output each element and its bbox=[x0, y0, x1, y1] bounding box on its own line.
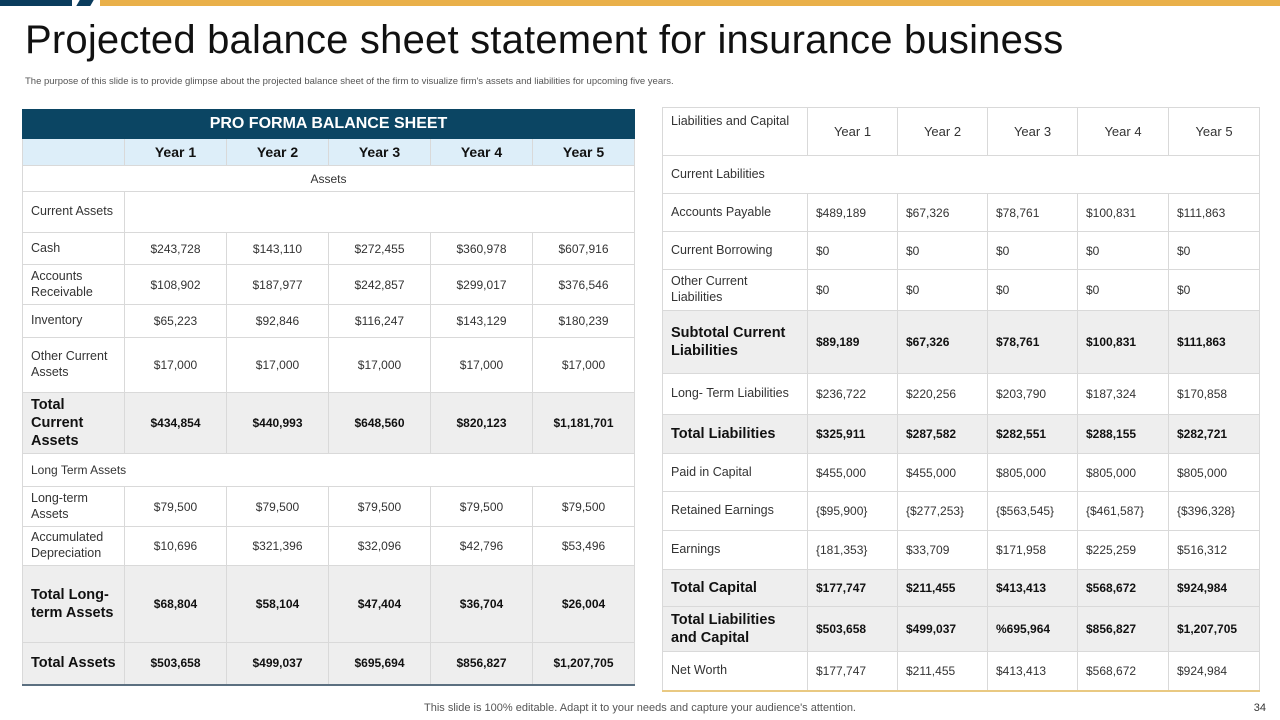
row-label: Earnings bbox=[663, 531, 808, 570]
accent-navy-stripe-2 bbox=[76, 0, 93, 6]
value-cell: $0 bbox=[988, 270, 1078, 311]
section-row-long-term-assets bbox=[23, 454, 635, 487]
row-label: Net Worth bbox=[663, 652, 808, 691]
table-row bbox=[23, 527, 635, 566]
row-label: Long-term Assets bbox=[23, 487, 125, 527]
value-cell: $0 bbox=[808, 270, 898, 311]
value-cell: $236,722 bbox=[808, 374, 898, 415]
value-cell: $225,259 bbox=[1078, 531, 1169, 570]
value-cell: {$563,545} bbox=[988, 492, 1078, 531]
year-header: Year 2 bbox=[898, 108, 988, 156]
total-label: Total Assets bbox=[23, 643, 125, 685]
value-cell: $108,902 bbox=[125, 265, 227, 305]
table-row bbox=[23, 338, 635, 393]
year-header: Year 5 bbox=[1169, 108, 1260, 156]
value-cell: $607,916 bbox=[533, 233, 635, 265]
total-row bbox=[663, 311, 1260, 374]
table-row bbox=[663, 454, 1260, 492]
value-cell: $17,000 bbox=[431, 338, 533, 393]
table-row bbox=[23, 265, 635, 305]
value-cell: $17,000 bbox=[227, 338, 329, 393]
value-cell: $242,857 bbox=[329, 265, 431, 305]
value-cell: $92,846 bbox=[227, 305, 329, 338]
total-value-cell: $413,413 bbox=[988, 570, 1078, 607]
year-header-row bbox=[663, 108, 1260, 156]
liabilities-capital-table bbox=[662, 107, 1260, 692]
table-row bbox=[663, 652, 1260, 691]
value-cell: $79,500 bbox=[431, 487, 533, 527]
total-label: Total Capital bbox=[663, 570, 808, 607]
value-cell: $33,709 bbox=[898, 531, 988, 570]
value-cell: $805,000 bbox=[1169, 454, 1260, 492]
total-label: Total Current Assets bbox=[23, 393, 125, 454]
total-value-cell: $499,037 bbox=[227, 643, 329, 685]
total-label: Total Long-term Assets bbox=[23, 566, 125, 643]
value-cell: $177,747 bbox=[808, 652, 898, 691]
table-row bbox=[23, 233, 635, 265]
row-label: Current Assets bbox=[23, 192, 125, 233]
value-cell: $53,496 bbox=[533, 527, 635, 566]
table-row bbox=[23, 305, 635, 338]
section-row-current-assets bbox=[23, 192, 635, 233]
value-cell: $0 bbox=[1169, 232, 1260, 270]
total-value-cell: $499,037 bbox=[898, 607, 988, 652]
year-header: Year 4 bbox=[431, 139, 533, 166]
total-row bbox=[663, 570, 1260, 607]
total-value-cell: $288,155 bbox=[1078, 415, 1169, 454]
total-value-cell: $26,004 bbox=[533, 566, 635, 643]
accent-navy-stripe bbox=[0, 0, 72, 6]
total-value-cell: $58,104 bbox=[227, 566, 329, 643]
page-title: Projected balance sheet statement for insurance business bbox=[25, 18, 1064, 62]
row-label: Retained Earnings bbox=[663, 492, 808, 531]
total-value-cell: $503,658 bbox=[125, 643, 227, 685]
year-header: Year 3 bbox=[329, 139, 431, 166]
total-value-cell: $36,704 bbox=[431, 566, 533, 643]
year-header: Year 1 bbox=[125, 139, 227, 166]
year-header: Year 3 bbox=[988, 108, 1078, 156]
table-row bbox=[23, 487, 635, 527]
total-row bbox=[23, 393, 635, 454]
value-cell: $170,858 bbox=[1169, 374, 1260, 415]
year-header: Year 5 bbox=[533, 139, 635, 166]
total-value-cell: $820,123 bbox=[431, 393, 533, 454]
value-cell: $211,455 bbox=[898, 652, 988, 691]
value-cell: $0 bbox=[988, 232, 1078, 270]
value-cell: $187,324 bbox=[1078, 374, 1169, 415]
value-cell: $360,978 bbox=[431, 233, 533, 265]
total-value-cell: $1,207,705 bbox=[1169, 607, 1260, 652]
liabilities-capital-header: Liabilities and Capital bbox=[663, 108, 808, 156]
row-label: Paid in Capital bbox=[663, 454, 808, 492]
year-header: Year 4 bbox=[1078, 108, 1169, 156]
total-row bbox=[663, 607, 1260, 652]
year-header: Year 1 bbox=[808, 108, 898, 156]
row-label: Other Current Assets bbox=[23, 338, 125, 393]
accent-gold-stripe bbox=[100, 0, 1280, 6]
row-label: Cash bbox=[23, 233, 125, 265]
table-row bbox=[663, 531, 1260, 570]
section-row-current-liabilities bbox=[663, 156, 1260, 194]
value-cell: $243,728 bbox=[125, 233, 227, 265]
value-cell: {$95,900} bbox=[808, 492, 898, 531]
value-cell: $79,500 bbox=[329, 487, 431, 527]
total-value-cell: $177,747 bbox=[808, 570, 898, 607]
value-cell: $220,256 bbox=[898, 374, 988, 415]
row-label: Accounts Payable bbox=[663, 194, 808, 232]
value-cell: $116,247 bbox=[329, 305, 431, 338]
empty-cell bbox=[125, 192, 635, 233]
total-value-cell: $856,827 bbox=[431, 643, 533, 685]
value-cell: $100,831 bbox=[1078, 194, 1169, 232]
value-cell: $0 bbox=[1169, 270, 1260, 311]
value-cell: $111,863 bbox=[1169, 194, 1260, 232]
value-cell: $516,312 bbox=[1169, 531, 1260, 570]
value-cell: $455,000 bbox=[898, 454, 988, 492]
table-banner: PRO FORMA BALANCE SHEET bbox=[23, 110, 635, 139]
value-cell: $0 bbox=[898, 270, 988, 311]
total-label: Subtotal Current Liabilities bbox=[663, 311, 808, 374]
total-value-cell: $111,863 bbox=[1169, 311, 1260, 374]
row-label: Inventory bbox=[23, 305, 125, 338]
value-cell: $143,129 bbox=[431, 305, 533, 338]
value-cell: $568,672 bbox=[1078, 652, 1169, 691]
value-cell: $79,500 bbox=[227, 487, 329, 527]
footer-note: This slide is 100% editable. Adapt it to your needs and capture your audience's attention. bbox=[424, 702, 856, 714]
value-cell: {$461,587} bbox=[1078, 492, 1169, 531]
value-cell: {$396,328} bbox=[1169, 492, 1260, 531]
value-cell: $272,455 bbox=[329, 233, 431, 265]
value-cell: $299,017 bbox=[431, 265, 533, 305]
value-cell: $67,326 bbox=[898, 194, 988, 232]
year-header: Year 2 bbox=[227, 139, 329, 166]
value-cell: $10,696 bbox=[125, 527, 227, 566]
total-value-cell: $211,455 bbox=[898, 570, 988, 607]
total-row bbox=[23, 643, 635, 685]
total-value-cell: $434,854 bbox=[125, 393, 227, 454]
total-value-cell: $1,181,701 bbox=[533, 393, 635, 454]
value-cell: $376,546 bbox=[533, 265, 635, 305]
total-value-cell: $924,984 bbox=[1169, 570, 1260, 607]
table-row bbox=[663, 492, 1260, 531]
pro-forma-balance-sheet-table bbox=[22, 109, 635, 686]
value-cell: $187,977 bbox=[227, 265, 329, 305]
value-cell: $455,000 bbox=[808, 454, 898, 492]
table-row bbox=[663, 232, 1260, 270]
table-banner-row bbox=[23, 110, 635, 139]
total-label: Total Liabilities bbox=[663, 415, 808, 454]
table-row bbox=[663, 270, 1260, 311]
total-value-cell: $47,404 bbox=[329, 566, 431, 643]
total-value-cell: $68,804 bbox=[125, 566, 227, 643]
value-cell: $180,239 bbox=[533, 305, 635, 338]
total-value-cell: $1,207,705 bbox=[533, 643, 635, 685]
total-value-cell: $325,911 bbox=[808, 415, 898, 454]
page-subtitle: The purpose of this slide is to provide glimpse about the projected balance sheet of the firm to visualize firm's assets and liabilities for upcoming five years. bbox=[25, 76, 674, 87]
total-value-cell: %695,964 bbox=[988, 607, 1078, 652]
page-number: 34 bbox=[1253, 702, 1266, 714]
section-label: Current Labilities bbox=[663, 156, 1260, 194]
total-value-cell: $78,761 bbox=[988, 311, 1078, 374]
value-cell: $17,000 bbox=[125, 338, 227, 393]
total-value-cell: $282,721 bbox=[1169, 415, 1260, 454]
total-value-cell: $287,582 bbox=[898, 415, 988, 454]
total-label: Total Liabilities and Capital bbox=[663, 607, 808, 652]
value-cell: $805,000 bbox=[1078, 454, 1169, 492]
total-value-cell: $856,827 bbox=[1078, 607, 1169, 652]
total-value-cell: $503,658 bbox=[808, 607, 898, 652]
value-cell: $489,189 bbox=[808, 194, 898, 232]
value-cell: $413,413 bbox=[988, 652, 1078, 691]
total-value-cell: $282,551 bbox=[988, 415, 1078, 454]
value-cell: $805,000 bbox=[988, 454, 1078, 492]
table-row bbox=[663, 194, 1260, 232]
value-cell: $17,000 bbox=[329, 338, 431, 393]
value-cell: $171,958 bbox=[988, 531, 1078, 570]
total-value-cell: $648,560 bbox=[329, 393, 431, 454]
year-header-empty bbox=[23, 139, 125, 166]
total-value-cell: $89,189 bbox=[808, 311, 898, 374]
total-value-cell: $100,831 bbox=[1078, 311, 1169, 374]
value-cell: $79,500 bbox=[533, 487, 635, 527]
row-label: Accounts Receivable bbox=[23, 265, 125, 305]
total-value-cell: $695,694 bbox=[329, 643, 431, 685]
row-label: Long- Term Liabilities bbox=[663, 374, 808, 415]
value-cell: $17,000 bbox=[533, 338, 635, 393]
total-value-cell: $440,993 bbox=[227, 393, 329, 454]
value-cell: $143,110 bbox=[227, 233, 329, 265]
value-cell: {181,353} bbox=[808, 531, 898, 570]
value-cell: $42,796 bbox=[431, 527, 533, 566]
value-cell: $0 bbox=[898, 232, 988, 270]
section-label: Assets bbox=[23, 166, 635, 192]
total-value-cell: $568,672 bbox=[1078, 570, 1169, 607]
total-value-cell: $67,326 bbox=[898, 311, 988, 374]
value-cell: $32,096 bbox=[329, 527, 431, 566]
section-row-assets bbox=[23, 166, 635, 192]
value-cell: $78,761 bbox=[988, 194, 1078, 232]
row-label: Current Borrowing bbox=[663, 232, 808, 270]
value-cell: $0 bbox=[1078, 270, 1169, 311]
year-header-row bbox=[23, 139, 635, 166]
total-row bbox=[663, 415, 1260, 454]
value-cell: $0 bbox=[808, 232, 898, 270]
table-row bbox=[663, 374, 1260, 415]
value-cell: $79,500 bbox=[125, 487, 227, 527]
section-label: Long Term Assets bbox=[23, 454, 635, 487]
top-accent-bar bbox=[0, 0, 1280, 7]
value-cell: $203,790 bbox=[988, 374, 1078, 415]
row-label: Other Current Liabilities bbox=[663, 270, 808, 311]
value-cell: $0 bbox=[1078, 232, 1169, 270]
value-cell: $321,396 bbox=[227, 527, 329, 566]
value-cell: $924,984 bbox=[1169, 652, 1260, 691]
value-cell: $65,223 bbox=[125, 305, 227, 338]
total-row bbox=[23, 566, 635, 643]
row-label: Accumulated Depreciation bbox=[23, 527, 125, 566]
value-cell: {$277,253} bbox=[898, 492, 988, 531]
